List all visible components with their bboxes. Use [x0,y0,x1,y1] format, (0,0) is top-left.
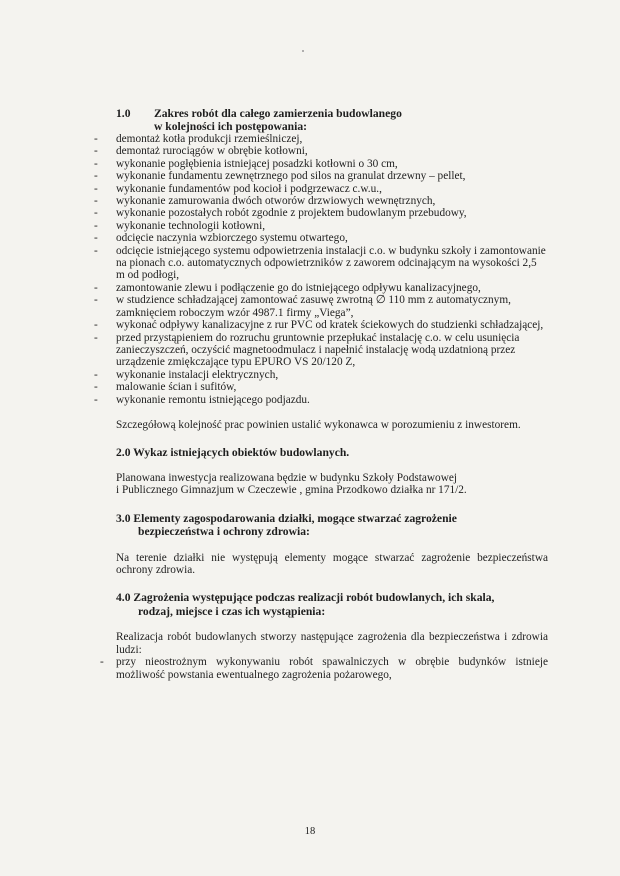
list-item: - wykonanie fundamentów pod kocioł i podgrzewacz c.w.u., [116,183,548,195]
section-4-title-line2: rodzaj, miejsce i czas ich wystąpienia: [138,604,326,618]
section-1-heading [116,107,548,133]
list-item: - demontaż rurociągów w obrębie kotłowni, [116,145,548,157]
page-number: 18 [304,826,316,837]
section-4-heading [116,591,548,618]
list-item: - wykonanie instalacji elektrycznych, [116,369,548,381]
list-item: - malowanie ścian i sufitów, [116,381,548,393]
section-2-paragraph [116,472,548,497]
section-2-heading: 2.0 Wykaz istniejących obiektów budowlanych. [116,446,350,460]
section-3-heading [116,512,548,539]
list-item: - wykonanie zamurowania dwóch otworów drzwiowych wewnętrznych, [116,195,548,207]
list-item: - wykonanie remontu istniejącego podjazdu. [116,394,548,406]
scan-speck [302,50,304,52]
section-1-title-line2: w kolejności ich postępowania: [154,120,307,133]
section-2-paragraph-line1: Planowana inwestycja realizowana będzie w budynku Szkoły Podstawowej [116,471,458,484]
section-4-paragraph: Realizacja robót budowlanych stworzy następujące zagrożenia dla bezpieczeństwa i zdrowia ludzi: [116,631,548,656]
list-item: - demontaż kotła produkcji rzemieślniczej, [116,133,548,145]
list-item: - wykonanie pogłębienia istniejącej posadzki kotłowni o 30 cm, [116,158,548,170]
list-item: - wykonanie fundamentu zewnętrznego pod silos na granulat drzewny – pellet, [116,170,548,182]
list-item: - zamontowanie zlewu i podłączenie go do istniejącego odpływu kanalizacyjnego, [116,282,548,294]
document-body [116,107,548,681]
list-item: - odcięcie istniejącego systemu odpowietrzenia instalacji c.o. w budynku szkoły i zamontowanie na pionach c.o. automatycznych odpowietrzników z zaworem odcinającym na wysokości 2,5 m od podłogi, [116,245,548,282]
list-item: - przed przystąpieniem do rozruchu gruntownie przepłukać instalację c.o. w celu usunięcia zanieczyszczeń, oczyścić magnetoodmulacz i napełnić instalację wodą uzdatnioną przez urządzenie zmiękczające typu EPURO VS 20/120 Z, [116,332,548,369]
section-3-title-line1: 3.0 Elementy zagospodarowania działki, mogące stwarzać zagrożenie [116,511,457,525]
section-3-title-line2: bezpieczeństwa i ochrony zdrowia: [138,525,310,539]
list-item: - odcięcie naczynia wzbiorczego systemu otwartego, [116,232,548,244]
list-item: - wykonanie pozostałych robót zgodnie z projektem budowlanym przebudowy, [116,207,548,219]
section-1-number: 1.0 [116,107,131,120]
section-1-title-line1: Zakres robót dla całego zamierzenia budowlanego [154,107,402,120]
section-4-title-line1: 4.0 Zagrożenia występujące podczas realizacji robót budowlanych, ich skala, [116,591,495,605]
section-2-paragraph-line2: i Publicznego Gimnazjum w Czeczewie , gmina Przodkowo działka nr 171/2. [116,484,467,497]
list-item: - w studzience schładzającej zamontować zasuwę zwrotną ∅ 110 mm z automatycznym, zamknięciem roboczym wzór 4987.1 firmy „Viega”, [116,294,548,319]
list-item: - przy nieostrożnym wykonywaniu robót spawalniczych w obrębie budynków istnieje możliwość powstania ewentualnego zagrożenia pożarowego, [116,656,548,681]
section-3-paragraph: Na terenie działki nie występują elementy mogące stwarzać zagrożenie bezpieczeństwa ochrony zdrowia. [116,551,548,577]
section-1-paragraph: Szczegółową kolejność prac powinien ustalić wykonawca w porozumieniu z inwestorem. [116,418,521,431]
list-item: - wykonać odpływy kanalizacyjne z rur PVC od kratek ściekowych do studzienki schładzającej, [116,319,548,331]
section-4-list [116,656,548,681]
section-1-list [116,133,548,406]
list-item: - wykonanie technologii kotłowni, [116,220,548,232]
